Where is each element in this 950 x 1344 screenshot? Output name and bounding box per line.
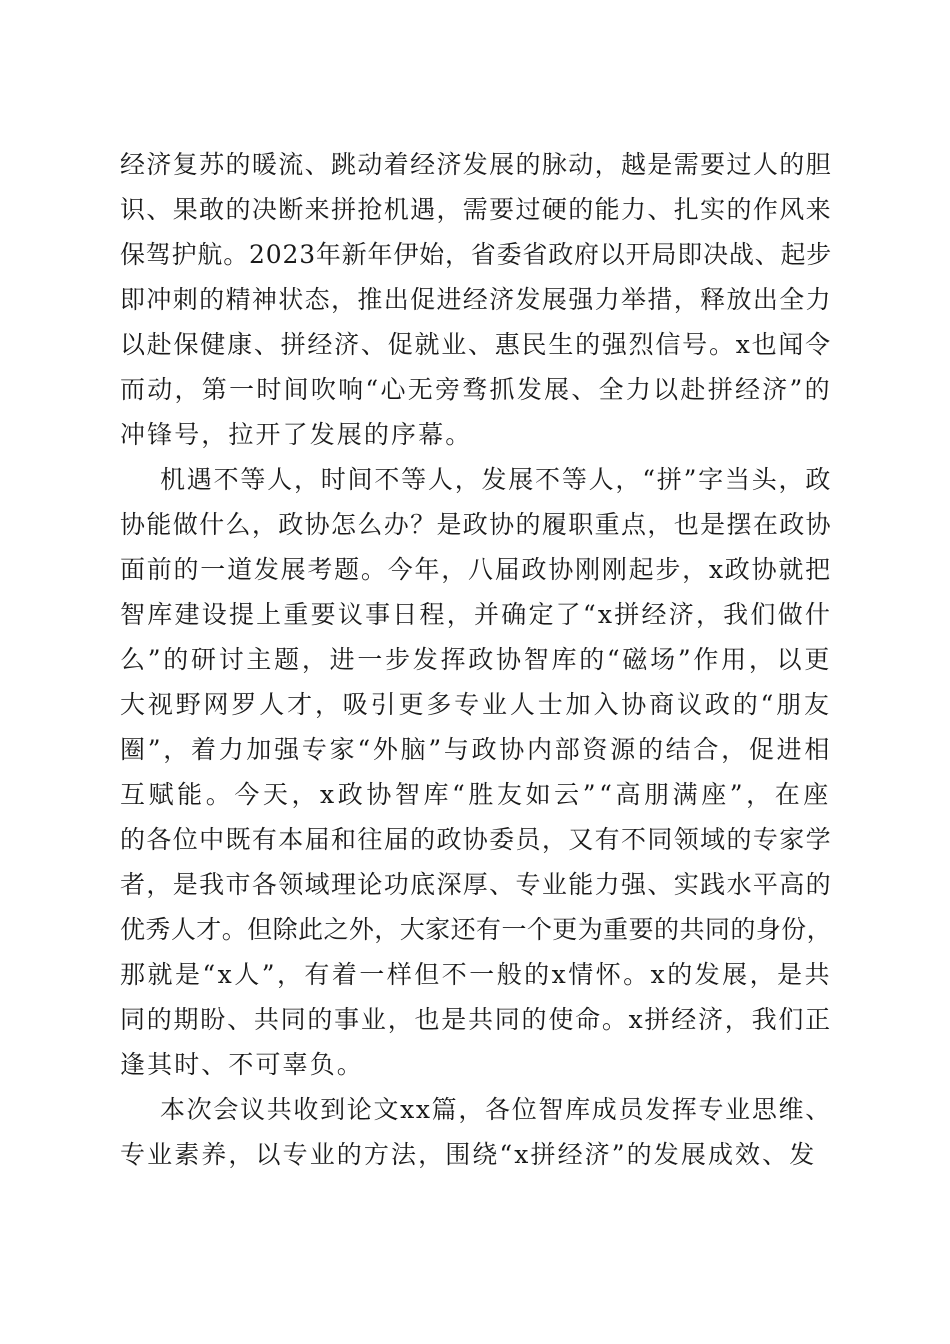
text-line: 而动，第一时间吹响“心无旁骛抓发展、全力以赴拼经济”的 [120, 375, 832, 404]
text-line: 专业素养，以专业的方法，围绕“x拼经济”的发展成效、发 [120, 1140, 817, 1169]
text-line: 冲锋号，拉开了发展的序幕。 [120, 420, 473, 449]
text-line: 的各位中既有本届和往届的政协委员，又有不同领域的专家学 [120, 825, 832, 854]
text-line: 同的期盼、共同的事业，也是共同的使命。x拼经济，我们正 [120, 1005, 832, 1034]
text-line: 经济复苏的暖流、跳动着经济发展的脉动，越是需要过人的胆 [120, 150, 832, 179]
text-line: 优秀人才。但除此之外，大家还有一个更为重要的共同的身份， [120, 915, 833, 944]
text-line: 面前的一道发展考题。今年，八届政协刚刚起步，x政协就把 [120, 555, 832, 584]
text-line: 大视野网罗人才，吸引更多专业人士加入协商议政的“朋友 [120, 690, 832, 719]
text-line: 识、果敢的决断来拼抢机遇，需要过硬的能力、扎实的作风来 [120, 195, 832, 224]
paragraph-3 [120, 1087, 832, 1177]
text-line: 者，是我市各领域理论功底深厚、专业能力强、实践水平高的 [120, 870, 832, 899]
text-line: 圈”，着力加强专家“外脑”与政协内部资源的结合，促进相 [120, 735, 833, 764]
text-line: 么”的研讨主题，进一步发挥政协智库的“磁场”作用，以更 [120, 645, 833, 674]
text-line: 那就是“x人”，有着一样但不一般的x情怀。x的发展，是共 [120, 960, 833, 989]
text-line: 机遇不等人，时间不等人，发展不等人，“拼”字当头，政 [160, 465, 833, 494]
text-line: 互赋能。今天，x政协智库“胜友如云”“高朋满座”，在座 [120, 780, 832, 809]
text-line: 逢其时、不可辜负。 [120, 1050, 364, 1079]
paragraph-2 [120, 457, 832, 1087]
text-line: 保驾护航。2023年新年伊始，省委省政府以开局即决战、起步 [120, 240, 833, 269]
paragraph-1 [120, 142, 832, 457]
text-line: 以赴保健康、拼经济、促就业、惠民生的强烈信号。x也闻令 [120, 330, 832, 359]
text-line: 协能做什么，政协怎么办？是政协的履职重点，也是摆在政协 [120, 510, 832, 539]
document-body [120, 142, 832, 1177]
text-line: 智库建设提上重要议事日程，并确定了“x拼经济，我们做什 [120, 600, 833, 629]
text-line: 即冲刺的精神状态，推出促进经济发展强力举措，释放出全力 [120, 285, 832, 314]
text-line: 本次会议共收到论文xx篇，各位智库成员发挥专业思维、 [160, 1095, 832, 1124]
